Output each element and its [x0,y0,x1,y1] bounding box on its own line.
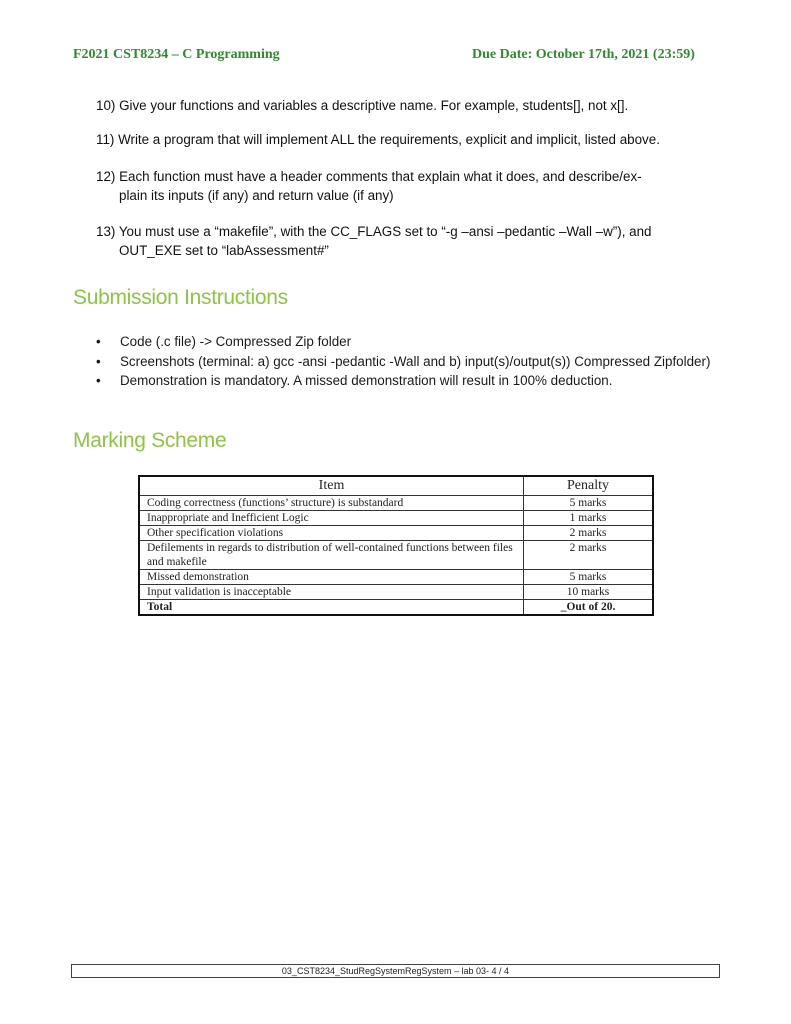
row-item: Coding correctness (functions’ structure) is substandard [139,496,524,511]
table-row [139,585,653,600]
row-item: Inappropriate and Inefficient Logic [139,511,524,526]
requirement-number: 13) [96,224,116,239]
list-item: • Code (.c file) -> Compressed Zip folder [96,332,716,352]
table-row [139,570,653,585]
header-due-date: Due Date: October 17th, 2021 (23:59) [472,47,695,62]
column-header-item: Item [139,476,524,496]
table-header-row [139,476,653,496]
row-penalty: 5 marks [524,570,654,585]
column-header-penalty: Penalty [524,476,654,496]
submission-title: Submission Instructions [73,286,288,309]
requirement-continuation: OUT_EXE set to “labAssessment#” [119,243,329,258]
table-row [139,541,653,570]
requirement-number: 10) [96,98,116,113]
page-footer: 03_CST8234_StudRegSystemRegSystem – lab 03- 4 / 4 [71,964,720,978]
requirement-continuation: plain its inputs (if any) and return value (if any) [119,188,394,203]
list-item: • Demonstration is mandatory. A missed demonstration will result in 100% deduction. [96,371,716,391]
row-item: Missed demonstration [139,570,524,585]
row-penalty: 10 marks [524,585,654,600]
table-row [139,526,653,541]
bullet-icon: • [96,373,101,388]
list-item: • Screenshots (terminal: a) gcc -ansi -pedantic -Wall and b) input(s)/output(s)) Compressed Zipfolder) [96,352,716,372]
row-penalty: 2 marks [524,526,654,541]
row-item: Defilements in regards to distribution of well-contained functions between files and makefile [139,541,524,570]
marking-title: Marking Scheme [73,429,227,452]
requirement-13 [96,222,716,260]
bullet-icon: • [96,353,101,369]
requirement-text: Each function must have a header comments that explain what it does, and describe/ex- [119,169,642,184]
requirement-10 [96,96,716,115]
submission-list [96,332,716,391]
requirement-12 [96,167,716,205]
row-item: Input validation is inacceptable [139,585,524,600]
requirement-text: Give your functions and variables a descriptive name. For example, students[], not x[]. [119,98,629,113]
row-penalty: 2 marks [524,541,654,570]
header-course: F2021 CST8234 – C Programming [73,47,280,62]
requirement-number: 12) [96,169,116,184]
table-row [139,511,653,526]
requirement-text: You must use a “makefile”, with the CC_FLAGS set to “-g –ansi –pedantic –Wall –w”), and [118,224,652,239]
requirement-11 [96,130,716,149]
row-penalty: 1 marks [524,511,654,526]
row-item: Other specification violations [139,526,524,541]
total-label: Total [139,600,524,616]
row-penalty: 5 marks [524,496,654,511]
requirement-text: Write a program that will implement ALL the requirements, explicit and implicit, listed above. [118,132,660,147]
table-total-row [139,600,653,616]
bullet-icon: • [96,334,101,349]
total-value: _Out of 20. [524,600,654,616]
requirement-number: 11) [96,132,115,147]
marking-table [138,475,654,616]
table-row [139,496,653,511]
